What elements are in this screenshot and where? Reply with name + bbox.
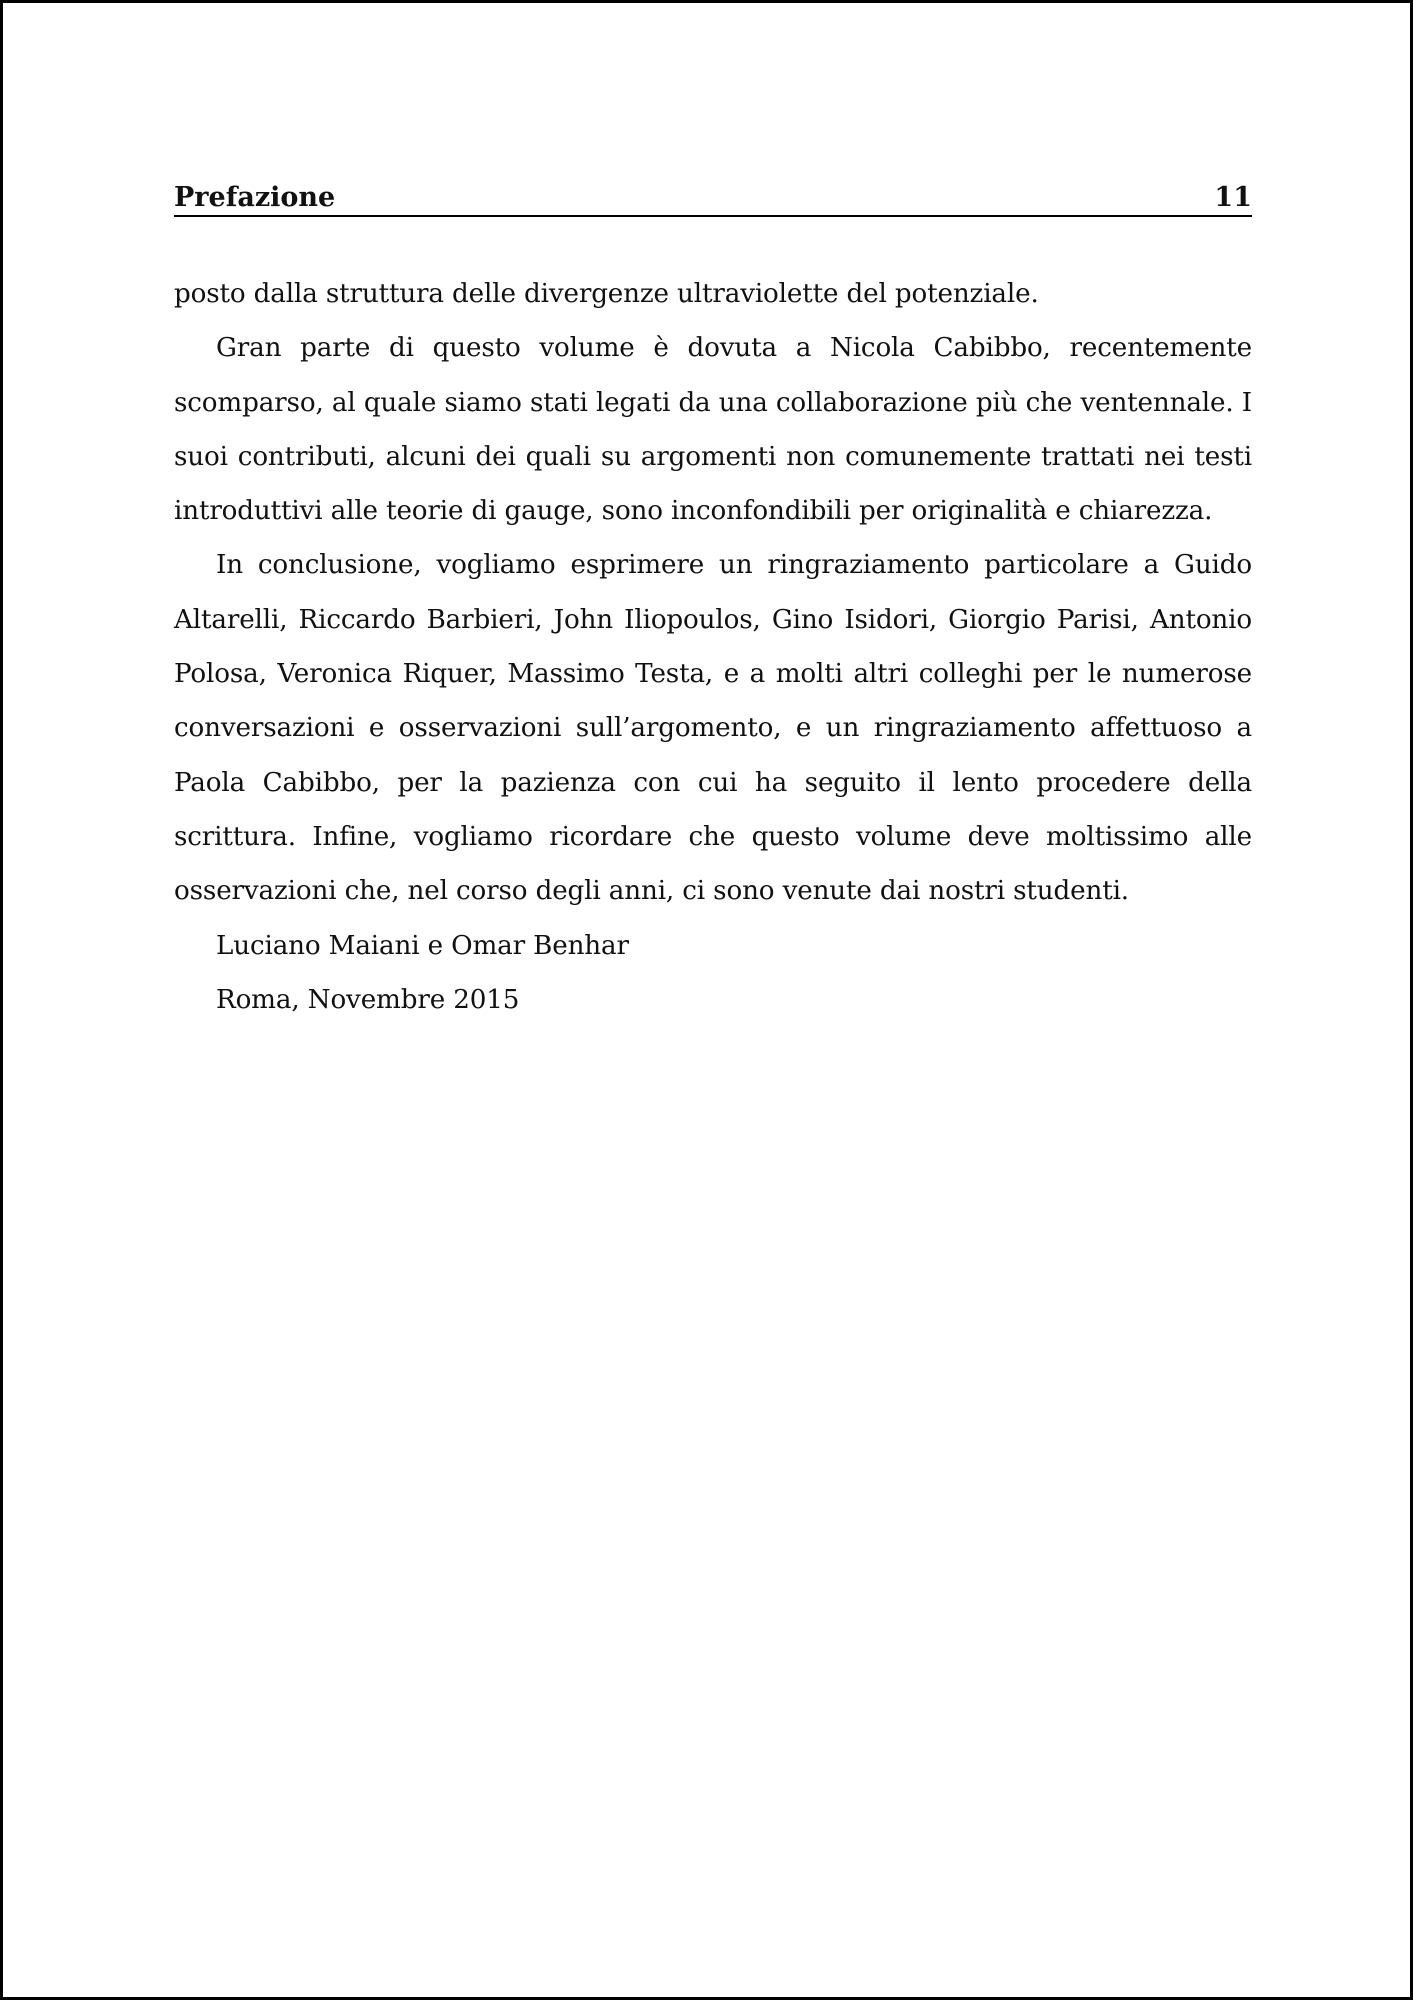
paragraph-acknowledgements: In conclusione, vogliamo esprimere un ringraziamento particolare a Guido Altarelli, Riccardo Barbieri, John Iliopoulos, Gino Isidori, Giorgio Parisi, Antonio Polosa, Veronica Riquer, Massimo Testa, e a molti altri colleghi per le numerose conversazioni e osservazioni sull’argomento, e un ringraziamento affettuoso a Paola Cabibbo, per la pazienza con cui ha seguito il lento procedere della scrittura. Infine, vogliamo ricordare che questo volume deve moltissimo alle osservazioni che, nel corso degli anni, ci sono venute dai nostri studenti.: [174, 550, 1252, 907]
running-header: [174, 179, 1252, 217]
signature: Luciano Maiani e Omar Benhar: [216, 930, 629, 961]
section-title: Prefazione: [174, 182, 336, 213]
body-text: [174, 267, 1252, 1027]
paragraph-continuation: posto dalla struttura delle divergenze ultraviolette del potenziale.: [174, 279, 1039, 309]
page-number: 11: [1214, 182, 1252, 213]
place-date: Roma, Novembre 2015: [216, 984, 520, 1015]
paragraph-cabibbo: Gran parte di questo volume è dovuta a Nicola Cabibbo, recentemente scomparso, al quale siamo stati legati da una collaborazione più che ventennale. I suoi contributi, alcuni dei quali su argomenti non comunemente trattati nei testi introduttivi alle teorie di gauge, sono inconfondibili per originalità e chiarezza.: [174, 333, 1252, 527]
